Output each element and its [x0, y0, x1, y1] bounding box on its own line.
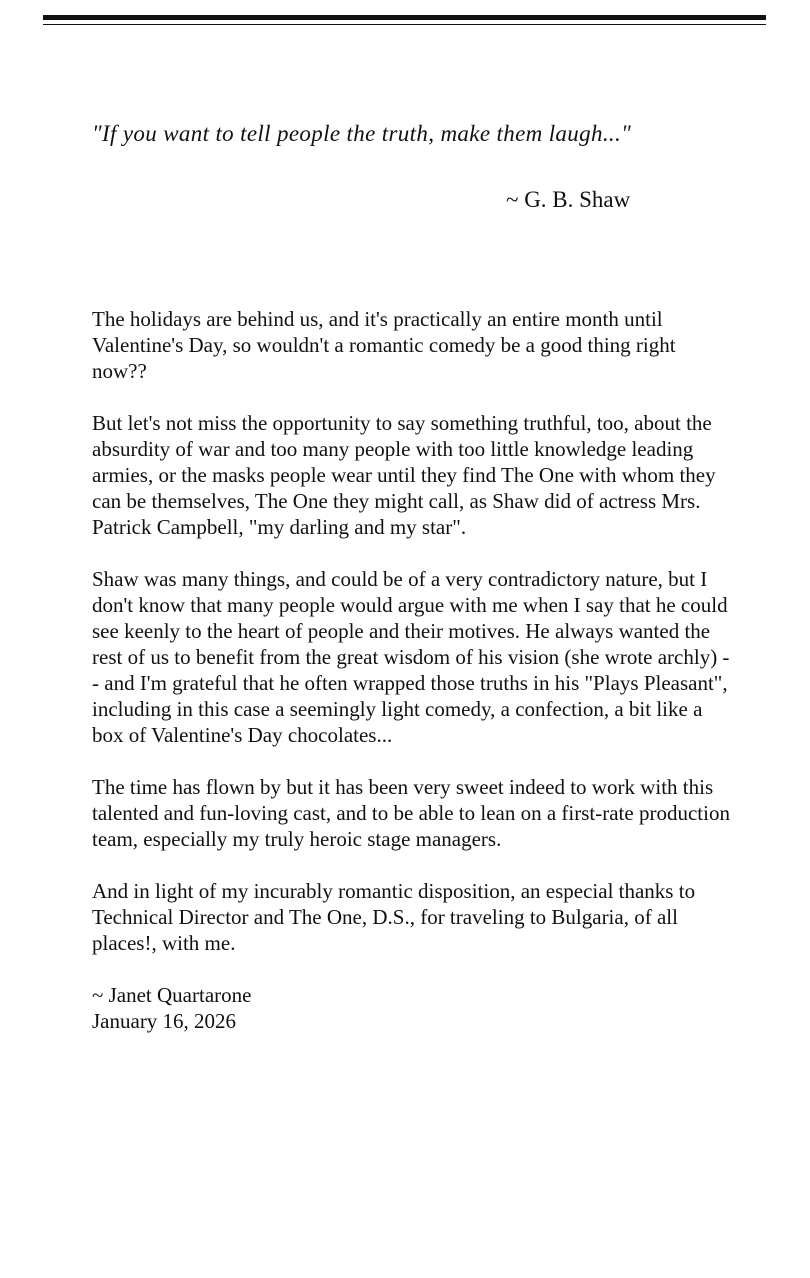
letter-paragraph: The time has flown by but it has been very sweet indeed to work with this talented and fun-loving cast, and to be able to lean on a first-rate production team, especially my truly heroic stage managers.: [92, 775, 730, 851]
letter-paragraph: But let's not miss the opportunity to say something truthful, too, about the absurdity of war and too many people with too little knowledge leading armies, or the masks people wear until they find The One with whom they can be themselves, The One they might call, as Shaw did of actress Mrs. Patrick Campbell, "my darling and my star".: [92, 411, 716, 539]
signature-block: [92, 982, 732, 1034]
letter-paragraph: The holidays are behind us, and it's practically an entire month until Valentine's Day, so wouldn't a romantic comedy be a good thing right now??: [92, 307, 676, 383]
epigraph-attribution: ~ G. B. Shaw: [506, 187, 631, 212]
epigraph-quote: "If you want to tell people the truth, make them laugh...": [92, 121, 632, 146]
header-rule-thick: [43, 15, 766, 20]
header-rule-thin: [43, 24, 766, 25]
signature-date: January 16, 2026: [92, 1009, 237, 1033]
letter-paragraph: And in light of my incurably romantic disposition, an especial thanks to Technical Director and The One, D.S., for traveling to Bulgaria, of all places!, with me.: [92, 879, 696, 955]
letter-paragraph: Shaw was many things, and could be of a very contradictory nature, but I don't know that many people would argue with me when I say that he could see keenly to the heart of people and their motives. He always wanted the rest of us to benefit from the great wisdom of his vision (she wrote archly) -- and I'm grateful that he often wrapped those truths in his "Plays Pleasant", including in this case a seemingly light comedy, a confection, a bit like a box of Valentine's Day chocolates...: [92, 567, 730, 747]
letter-body: [92, 306, 732, 1034]
signature-name: ~ Janet Quartarone: [92, 983, 252, 1007]
